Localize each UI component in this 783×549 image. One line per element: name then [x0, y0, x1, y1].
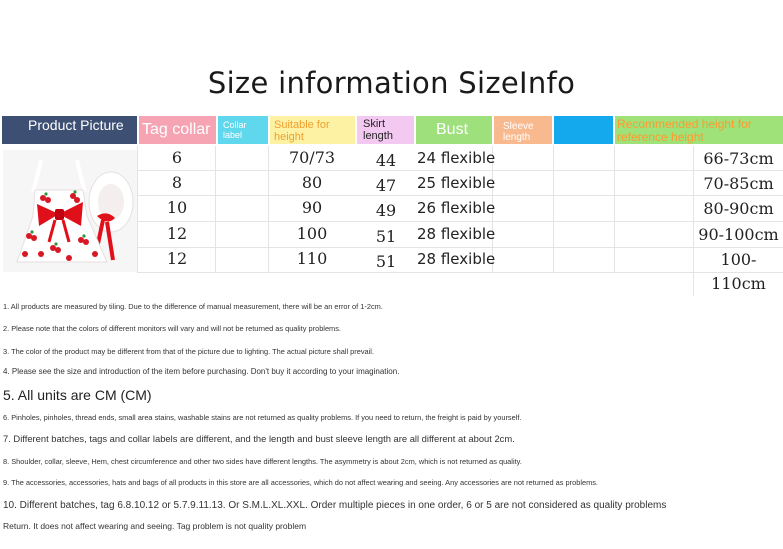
cell-recommended: 70-85cm — [703, 174, 774, 193]
cell-recommended: 66-73cm — [703, 149, 774, 168]
note-2: 2. Please note that the colors of different monitors will vary and will not be returned as quality problems. — [3, 324, 341, 333]
product-dress-image — [3, 150, 137, 272]
cell-skirt: 49 — [375, 201, 397, 220]
cell-bust: 24 flexible — [417, 149, 496, 167]
header-suitable-for-height: Suitable for height — [270, 116, 355, 144]
note-3: 3. The color of the product may be different from that of the picture due to lighting. The actual picture shall prevail. — [3, 347, 374, 356]
note-8: 8. Shoulder, collar, sleeve, Hem, chest circumference and other two sides have different lengths. The asymmetry is about 2cm, which is not returned as quality. — [3, 457, 522, 466]
cell-tag: 12 — [166, 224, 188, 243]
cell-bust: 28 flexible — [417, 225, 496, 243]
header-recommended-height: Recommended height for reference height — [615, 116, 783, 144]
header-tag-collar: Tag collar — [139, 116, 216, 144]
header-skirt-length: Skirt length — [357, 116, 414, 144]
note-7: 7. Different batches, tags and collar labels are different, and the length and bust sleeve length are all different at about 2cm. — [3, 433, 515, 444]
cell-recommended: 100-110cm — [711, 250, 766, 293]
cell-tag: 6 — [171, 148, 183, 167]
cell-height: 90 — [301, 198, 323, 217]
cell-bust: 25 flexible — [417, 174, 496, 192]
cell-tag: 12 — [166, 249, 188, 268]
header-blank — [554, 116, 613, 144]
cell-height: 100 — [296, 224, 328, 243]
note-4: 4. Please see the size and introduction of the item before purchasing. Don't buy it according to your imagination. — [3, 367, 400, 376]
cell-recommended: 80-90cm — [703, 199, 774, 218]
cell-height: 70/73 — [288, 148, 336, 167]
note-5: 5. All units are CM (CM) — [3, 387, 152, 403]
header-collar-label: Collar label — [218, 116, 268, 144]
note-6: 6. Pinholes, pinholes, thread ends, small area stains, washable stains are not returned as quality problems. If you need to return, the freight is paid by yourself. — [3, 413, 522, 422]
note-10: 10. Different batches, tag 6.8.10.12 or 5.7.9.11.13. Or S.M.L.XL.XXL. Order multiple pieces in one order, 6 or 5 are not considered as quality problems — [3, 500, 667, 511]
product-image — [3, 150, 137, 272]
cell-height: 80 — [301, 173, 323, 192]
cell-tag: 8 — [171, 173, 183, 192]
note-9: 9. The accessories, accessories, hats and bags of all products in this store are all accessories, which do not affect wearing and seeing. Any accessories are not returned as problems. — [3, 478, 598, 487]
cell-bust: 28 flexible — [417, 250, 496, 268]
cell-height: 110 — [296, 249, 328, 268]
page-title: Size information SizeInfo — [207, 66, 576, 100]
note-11: Return. It does not affect wearing and seeing. Tag problem is not quality problem — [3, 521, 307, 531]
cell-skirt: 51 — [375, 252, 397, 271]
cell-skirt: 51 — [375, 227, 397, 246]
cell-tag: 10 — [166, 198, 188, 217]
cell-recommended: 90-100cm — [698, 225, 779, 244]
header-product-picture: Product Picture — [2, 116, 137, 144]
header-bust: Bust — [416, 116, 492, 144]
header-sleeve-length: Sleeve length — [494, 116, 552, 144]
cell-skirt: 44 — [375, 151, 397, 170]
cell-bust: 26 flexible — [417, 199, 496, 217]
cell-skirt: 47 — [375, 176, 397, 195]
note-1: 1. All products are measured by tiling. Due to the difference of manual measurement, there will be an error of 1-2cm. — [3, 302, 383, 311]
